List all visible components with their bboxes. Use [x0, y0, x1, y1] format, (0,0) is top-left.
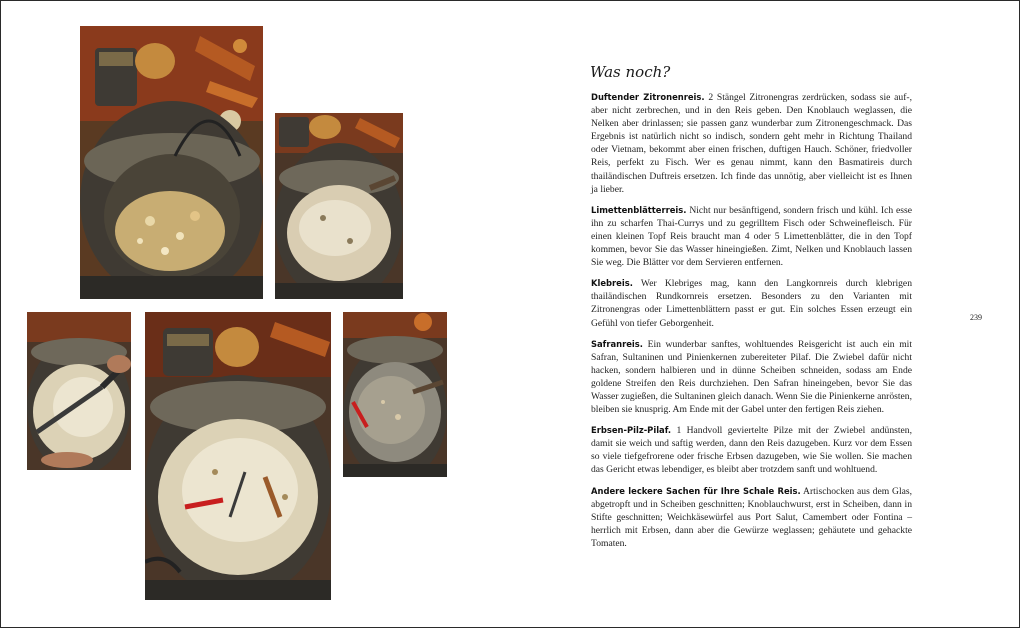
section-term: Limettenblätterreis. — [591, 204, 687, 215]
section-erbsen-pilz-pilaf — [591, 424, 912, 476]
section-text: Wer Klebriges mag, kann den Langkornreis durch klebrigen thailändischen Rundkornreis ersetzen. Besonders zu den Varianten mit Zitronengras oder Limettenblättern passt er gut. Ein solches Essen erzeugt ein Gefühl von tiefer Geborgenheit. — [591, 278, 912, 329]
section-text: 2 Stängel Zitronengras zerdrücken, sodass sie auf-, aber nicht zerbrechen, und in den Reis geben. Den Knoblauch weglassen, die Nelken aber drinlassen; sie passen ganz wunderbar zum Zitronengeschmack. Das Ergebnis ist natürlich nicht so indisch, sondern geht mehr in Richtung Thailand oder Vietnam, bekommt aber einen frischen, duftigen Hauch. Schöner, friedvoller Reis, perfekt zu Fisch. Wer es genau nimmt, kann den Basmatireis durch thailändischen Duftreis ersetzen. Ich finde das unnötig, aber vielleicht ist es Ihnen ja lieber. — [591, 92, 912, 195]
photo-cooked-pilaf-in-wok — [145, 312, 331, 600]
photo-rice-and-onions-in-wok — [275, 113, 403, 299]
section-limettenblaetterreis — [591, 204, 912, 269]
page-heading: Was noch? — [590, 63, 671, 81]
section-safranreis — [591, 338, 912, 417]
section-term: Erbsen-Pilz-Pilaf. — [591, 425, 672, 436]
photo-rice-with-broth-and-chili — [343, 312, 447, 477]
section-term: Safranreis. — [591, 338, 643, 349]
photo-roasting-rice-in-wok — [80, 26, 263, 299]
section-term: Klebreis. — [591, 278, 633, 289]
section-term: Andere leckere Sachen für Ihre Schale Reis. — [591, 485, 801, 496]
section-text: Nicht nur besänftigend, sondern frisch und kühl. Ich esse ihn zu scharfen Thai-Currys und zu gegrilltem Fisch oder Schweinefleisch. Für einen kleinen Topf Reis braucht man 4 oder 5 Limettenblätter, die in den Topf kommen, bevor Sie das Wasser hineingießen. Zimt, Nelken und Knoblauch lassen Sie weg. Die Blätter vor dem Servieren entfernen. — [591, 204, 912, 269]
section-andere-leckere-sachen — [591, 485, 912, 550]
section-text: Ein wunderbar sanftes, wohltuendes Reisgericht ist auch ein mit Safran, Sultaninen und Pinienkernen zubereiteter Pilaf. Die Zwiebel dafür nicht hacken, sondern halbieren und in dünne Scheiben schneiden, sodass am Ende goldene Streifen den Reis durchziehen. Den Safran hineingeben, bevor Sie das Wasser zugießen, die Sultaninen gleich danach. Wenn Sie die Pinienkerne anrösten, bleiben sie knusprig. Am Ende mit der Gabel unter den fertigen Reis ziehen. — [591, 338, 912, 416]
section-klebreis — [591, 277, 912, 329]
photo-stirring-rice-with-fork — [27, 312, 131, 470]
recipe-variations-text — [591, 91, 912, 558]
section-text: 1 Handvoll geviertelte Pilze mit der Zwiebel andünsten, damit sie weich und saftig werden, dann den Reis dazugeben. Kurz vor dem Essen so viele tiefgefrorene oder frische Erbsen dazugeben, wie Sie wollen. Sie machen das Gericht etwas lebendiger, es bleibt aber trotzdem sanft und wohltuend. — [591, 425, 912, 476]
section-duftender-zitronenreis — [591, 91, 912, 196]
page-number: 239 — [970, 313, 982, 322]
section-term: Duftender Zitronenreis. — [591, 92, 705, 102]
section-text: Artischocken aus dem Glas, abgetropft und in Scheiben geschnitten; Knoblauchwurst, erst in Scheiben, dann in Stifte geschnitten; Weichkäsewürfel aus Port Salut, Camembert oder Fontina – herrlich mit Erbsen, dann aber die Gewürze weglassen; gehäutete und gehackte Tomaten. — [591, 485, 913, 549]
